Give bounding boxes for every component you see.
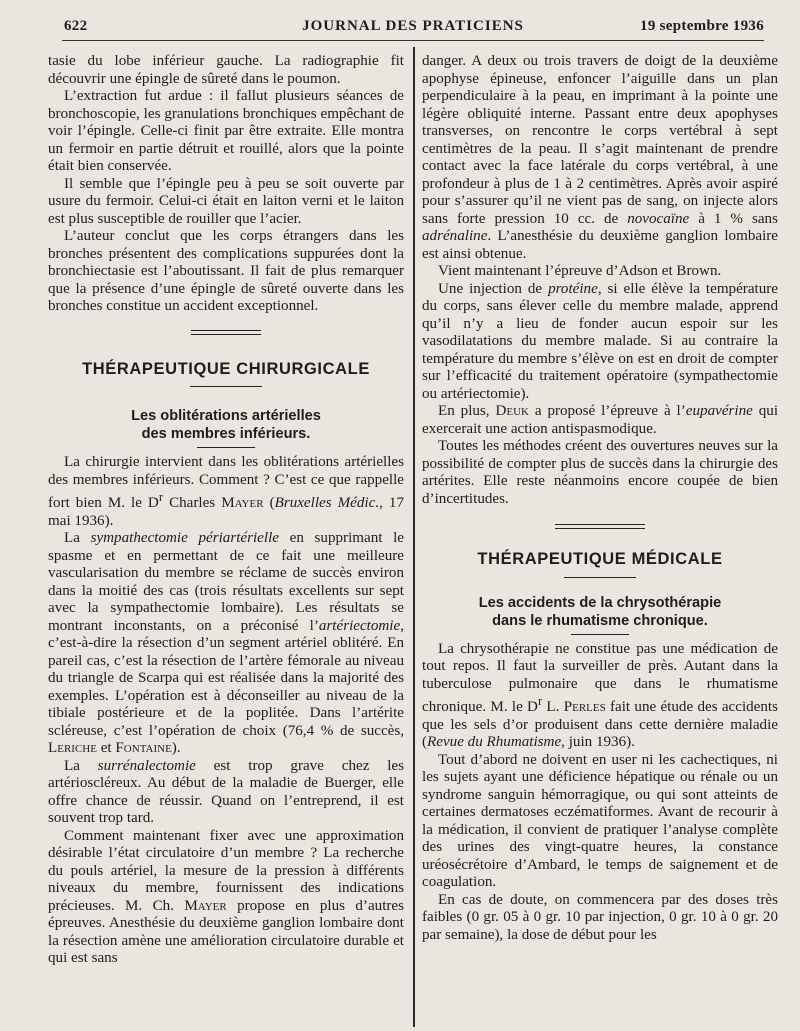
article-title-line: Les accidents de la chrysothérapie [478,594,722,611]
source-citation: Revue du Rhumatisme, [427,734,565,751]
column-divider [413,47,415,1027]
author-name: Leriche [48,740,97,757]
article-title [48,407,404,443]
article-title-line: des membres inférieurs. [141,426,311,442]
running-header [62,16,764,41]
paragraph: danger. A deux ou trois travers de doigt de la deuxième apophyse épineuse, enfoncer l’aiguille dans un plan perpendiculaire à la peau, en imprimant à la pointe une légère obliquité interne. Passant entre deux apophyses transverses, on rencontre le corps vertébral à sept centimètres de la peau. Il s’agit maintenant de prendre contact avec la face latérale du corps vertébral, à une profondeur à plus de 1 à 2 centimètres. Après avoir aspiré pour s’assurer qu’il ne vient pas de sang, on injecte alors sans forte pression 10 cc. de novocaïne à 1 % sans adrénaline. L’anesthésie du deuxième ganglion lombaire est ainsi obtenue. [422,53,778,262]
article-title [422,594,778,630]
left-column [48,53,404,1028]
issue-date: 19 septembre 1936 [640,18,764,34]
author-name: Deuk [495,403,529,419]
paragraph: Vient maintenant l’épreuve d’Adson et Brown. [438,263,722,279]
paragraph: Toutes les méthodes créent des ouvertures neuves sur la possibilité de compter plus de succès dans la chirurgie des artérites. Elle reste néanmoins encore coupée de bien d’incertitudes. [422,438,778,507]
right-column [422,53,778,1028]
paragraph: La sympathectomie périartérielle en supprimant le spasme et en permettant de ce fait une meilleure vascularisation du membre se réclame de succès environ dans la moitié des cas (trois résultats excellents sur sept avec la sympathectomie lombaire). Les résultats se montrant inconstants, on a préconisé l’artériectomie, c’est-à-dire la résection d’un segment artériel oblitéré. En pareil cas, c’est la résection de l’artère fémorale au niveau du triangle de Scarpa qui est réalisée dans la majorité des exemples. L’opération est à déconseiller au niveau de la tibiale postérieure et de la poplitée. Dans l’artérite scléreuse, c’est l’opération de choix (76,4 % de succès, Leriche et Fontaine). [48,530,404,757]
journal-title: JOURNAL DES PRATICIENS [302,18,524,34]
article-title-line: dans le rhumatisme chronique. [492,612,708,629]
article-title-line: Les oblitérations artérielles [131,408,321,424]
page-number: 622 [64,18,88,34]
author-name: Fontaine [115,740,172,757]
paragraph: En cas de doute, on commencera par des doses très faibles (0 gr. 05 à 0 gr. 10 par injection, 0 gr. 10 à 0 gr. 20 par semaine), la dose de début pour les [422,891,778,943]
author-name: Mayer [221,495,264,512]
section-title: THÉRAPEUTIQUE MÉDICALE [477,550,723,568]
paragraph: Comment maintenant fixer avec une approximation désirable l’état circulatoire d’un membre ? La recherche du pouls artériel, la mesure de la pression à différents niveaux du membre, fournissent des indications précieuses. M. Ch. Mayer propose en plus d’autres épreuves. Anesthésie du deuxième ganglion lombaire dont la résection amène une amélioration circulatoire durable et qui est sans [48,827,404,967]
paragraph: tasie du lobe inférieur gauche. La radiographie fit découvrir une épingle de sûreté dans le poumon. [48,53,404,87]
paragraph: Une injection de protéine, si elle élève la température du corps, sans élever celle du membre malade, apprend qu’il n’y a lieu de fonder aucun espoir sur les vasodilatations du membre malade. Si au contraire la température du membre s’élève on est en droit de compter sur l’efficacité du traitement opératoire (sympathectomie ou artériectomie). [422,280,778,402]
paragraph: La chrysothérapie ne constitue pas une médication de tout repos. Il faut la surveiller de près. Autant dans la tuberculose pulmonaire que dans le rhumatisme chronique. M. le $D^r$ L. Perles fait une étude des accidents que les sels d’or produisent dans cette dernière maladie (Revue du Rhumatisme, juin 1936). [422,640,778,751]
paragraph: Tout d’abord ne doivent en user ni les cachectiques, ni les sujets ayant une déficience hépatique ou rénale ou un syndrome sanguin hémorragique, ou qui sont atteints de certaines dermatoses eczématiformes. Avant de recourir à la médication, il convient de pratiquer l’analyse complète des urines des vingt-quatre heures, la constance uréosécrétoire d’Ambard, le temps de saignement et de coagulation. [422,751,778,891]
paragraph: L’auteur conclut que les corps étrangers dans les bronches présentent des complications suppurées dont la bronchiectasie est l’aboutissant. Il fait de plus remarquer que la présence d’une épingle de sûreté ouverte dans les bronches constitue un accident exceptionnel. [48,228,404,314]
source-citation: Bruxelles Médic. [274,495,380,512]
paragraph: La surrénalectomie est trop grave chez les artérioscléreux. Au début de la maladie de Buerger, elle offre chance de réussir. Quand on l’entreprend, il est souvent trop tard. [48,757,404,827]
paragraph: En plus, Deuk a proposé l’épreuve à l’eupavérine qui exercerait une action antispasmodique. [422,403,778,437]
author-name: Perles [563,699,606,716]
paragraph: La chirurgie intervient dans les oblitérations artérielles des membres inférieurs. Comment ? C’est ce que rappelle fort bien M. le $D^r$ Charles Mayer (Bruxelles Médic., 17 mai 1936). [48,454,404,529]
author-name: Mayer [184,897,227,914]
section-title: THÉRAPEUTIQUE CHIRURGICALE [82,359,370,378]
paragraph: L’extraction fut ardue : il fallut plusieurs séances de bronchoscopie, les granulations bronchiques empêchant de voir l’épingle. Celle-ci finit par être extraite. Elle montra un fermoir en partie détruit et rouillé, alors que la pointe était bien conservée. [48,88,404,174]
paragraph: Il semble que l’épingle peu à peu se soit ouverte par usure du fermoir. Celui-ci était en laiton verni et le laiton est plus susceptible de rouiller que l’acier. [48,175,404,227]
